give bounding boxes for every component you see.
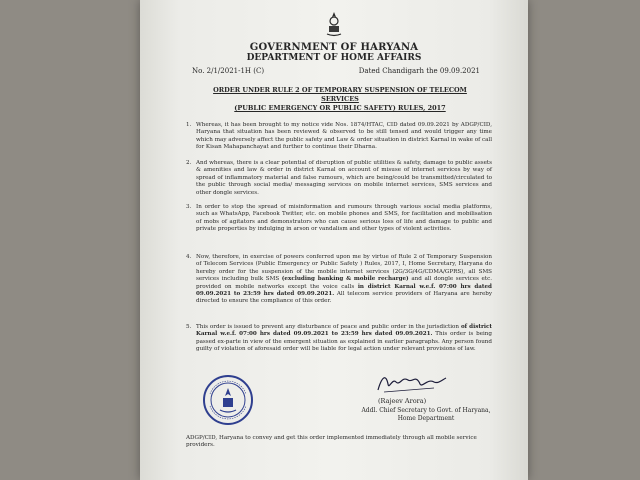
order-date: Dated Chandigarh the 09.09.2021 xyxy=(358,67,480,75)
paragraph-2 xyxy=(186,160,492,197)
signatory-department: Home Department xyxy=(397,415,455,422)
paragraph-text: All telecom service providers of Haryana are hereby directed to ensure the compliance of this order. xyxy=(196,291,492,305)
paragraph-bold-text: of district Karnal w.e.f. 07:00 hrs dated 09.09.2021 to 23:59 hrs dated 09.09.2021. xyxy=(196,324,493,338)
heading-line-1: ORDER UNDER RULE 2 OF TEMPORARY SUSPENSION OF TELECOM SERVICES xyxy=(213,86,467,103)
state-emblem-icon xyxy=(325,10,343,38)
paragraph-bold-text: (excluding banking & mobile recharge) xyxy=(281,276,409,283)
heading-line-2: (PUBLIC EMERGENCY OR PUBLIC SAFETY) RULES, 2017 xyxy=(234,104,446,112)
paragraph-number: 4. xyxy=(186,254,192,260)
paragraph-text: and all dongle services etc. provided on mobile networks except the voice calls xyxy=(196,276,492,290)
endorsement-text: ADGP/CID, Haryana to convey and get this order implemented immediately through all mobile service providers. xyxy=(186,435,477,449)
paragraph-text: Now, therefore, in exercise of powers conferred upon me by virtue of Rule 2 of Temporary Suspension of Telecom Services (Public Emergency or Public Safety ) Rules, 2017, I, Home Secretary, Haryana do hereby order for the suspension of the mobile internet services (2G/3G/4G/CDMA/GPRS), all SMS services including bulk SMS xyxy=(196,254,492,283)
paragraph-text: And whereas, there is a clear potential of disruption of public utilities & safety, damage to public assets & amenities and law & order in district Karnal on account of misuse of internet services by way of spread of inflammatory material and false rumours, which are being/could be transmitted/circulated to the public through social media/ messaging services on mobile internet services, SMS services and other dongle services. xyxy=(196,160,492,196)
signatory-designation: Addl. Chief Secretary to Govt. of Haryana, xyxy=(361,407,491,414)
paragraph-text: Whereas, it has been brought to my notice vide Nos. 1874/HTAC, CID dated 09.09.2021 by ADGP/CID, Haryana that situation has been reviewed & observed to be still tensed and would trigger any time which may adversely affect the public safety and Law & order situation in district Karnal in wake of call for Kisan Mahapanchayat and further to continue their Dharna. xyxy=(196,122,492,151)
paragraph-number: 1. xyxy=(186,122,192,128)
paragraph-5 xyxy=(186,324,493,354)
government-title: GOVERNMENT OF HARYANA xyxy=(249,42,419,53)
paragraph-number: 2. xyxy=(186,160,192,166)
paragraph-bold-text: in district Karnal w.e.f. 07:00 hrs dated 09.09.2021 to 23:59 hrs dated 09.09.2021. xyxy=(196,283,492,298)
reference-number: No. 2/1/2021-1H (C) xyxy=(192,67,265,75)
paragraph-text: In order to stop the spread of misinformation and rumours through various social media platforms, such as WhatsApp, Facebook Twitter, etc. on mobile phones and SMS, for facilitation and mobilisation of mobs of agitators and demonstrators who can cause serious loss of life and damage to public and private properties by indulging in arson or vandalism and other types of violent activities. xyxy=(196,204,492,233)
official-seal-icon xyxy=(202,374,254,426)
paragraph-number: 5. xyxy=(186,324,192,330)
paragraph-number: 3. xyxy=(186,204,192,210)
paragraph-1 xyxy=(186,122,492,152)
order-heading xyxy=(200,86,480,113)
paragraph-text: This order is issued to prevent any disturbance of peace and public order in the jurisdiction xyxy=(196,324,461,330)
paragraph-text: This order is being passed ex-parte in view of the emergent situation as explained in earlier paragraphs. Any person found guilty of violation of aforesaid order will be liable for legal action under relevant provisions of law. xyxy=(196,331,492,353)
paragraph-3 xyxy=(186,204,492,234)
department-title: DEPARTMENT OF HOME AFFAIRS xyxy=(246,53,422,63)
handwritten-signature xyxy=(374,370,450,396)
paragraph-4 xyxy=(186,254,492,306)
signatory-name: (Rajeev Arora) xyxy=(378,397,427,405)
order-document xyxy=(140,0,528,480)
